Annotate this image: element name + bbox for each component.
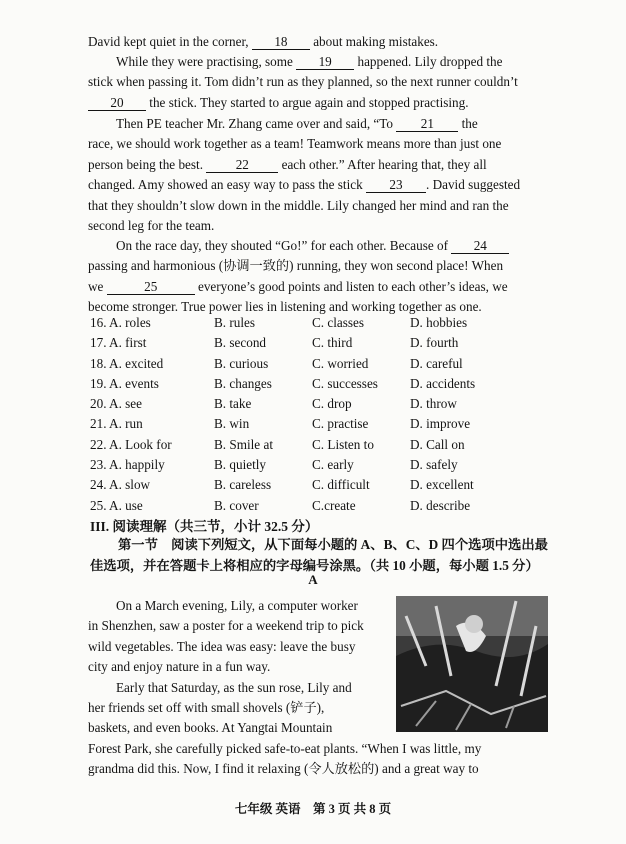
text-line: person being the best. 22 each other.” After hearing that, they all	[88, 156, 487, 172]
option-a: 18. A. excited	[90, 355, 164, 371]
option-b: B. changes	[214, 375, 272, 391]
option-b: B. quietly	[214, 457, 267, 473]
option-c: C. third	[312, 335, 353, 351]
option-c: C. practise	[312, 416, 369, 432]
text-line: that they shouldn’t slow down in the middle. Lily changed her mind and ran the	[88, 197, 509, 213]
blank-18: 18	[252, 34, 310, 50]
text-line: On a March evening, Lily, a computer worker	[116, 598, 358, 613]
option-a: 25. A. use	[90, 497, 143, 513]
option-b: B. Smile at	[214, 436, 273, 452]
option-d: D. improve	[410, 416, 471, 432]
photo-illustration	[396, 596, 548, 732]
text-line: Early that Saturday, as the sun rose, Lily and	[116, 679, 352, 695]
blank-20: 20	[88, 95, 146, 111]
question-options-row	[90, 354, 550, 374]
question-options-row	[90, 496, 550, 516]
text-line: her friends set off with small shovels (铲子),	[88, 700, 325, 716]
text-line: grandma did this. Now, I find it relaxing (令人放松的) and a great way to	[88, 761, 479, 777]
option-a: 19. A. events	[90, 375, 159, 391]
option-b: B. careless	[214, 477, 272, 493]
option-a: 16. A. roles	[90, 315, 151, 330]
option-b: B. win	[214, 416, 250, 432]
question-options-row	[90, 414, 550, 434]
option-a: 24. A. slow	[90, 477, 151, 493]
cloze-paragraph-1	[88, 32, 550, 52]
option-b: B. rules	[214, 315, 256, 330]
option-b: B. curious	[214, 355, 269, 371]
option-d: D. fourth	[410, 335, 459, 351]
blank-23: 23	[366, 177, 426, 193]
option-c: C.create	[312, 497, 356, 513]
question-options-row	[90, 333, 550, 353]
section-instructions	[90, 535, 555, 576]
text-line: second leg for the team.	[88, 218, 215, 234]
blank-24: 24	[451, 238, 509, 254]
option-c: C. drop	[312, 396, 352, 412]
text-line: On the race day, they shouted “Go!” for each other. Because of 24	[88, 236, 550, 256]
passage-label: A	[308, 572, 318, 587]
question-options-row	[90, 435, 550, 455]
text-line: race, we should work together as a team! Teamwork means more than just one	[88, 136, 502, 152]
question-options-row	[90, 475, 550, 495]
question-options-row	[90, 455, 550, 475]
text-line: Forest Park, she carefully picked safe-to-eat plants. “When I was little, my	[88, 740, 482, 756]
option-a: 17. A. first	[90, 335, 147, 351]
text-line: 20 the stick. They started to argue again and stopped practising.	[88, 93, 550, 113]
option-d: D. accidents	[410, 375, 476, 391]
text-line: Then PE teacher Mr. Zhang came over and said, “To 21 the	[116, 116, 478, 131]
blank-21: 21	[396, 116, 458, 132]
text-line: passing and harmonious (协调一致的) running, they won second place! When	[88, 258, 504, 274]
blank-22: 22	[206, 157, 278, 173]
answer-options-list	[90, 313, 550, 516]
question-options-row	[90, 374, 550, 394]
option-c: C. worried	[312, 355, 369, 371]
instruction-line: 佳选项，并在答题卡上将相应的字母编号涂黑。（共 10 小题，每小题 1.5 分）	[90, 557, 539, 573]
blank-25: 25	[107, 279, 195, 295]
cloze-paragraph-2	[88, 52, 550, 113]
text-line: we 25 everyone’s good points and listen to each other’s ideas, we	[88, 278, 508, 294]
option-b: B. cover	[214, 497, 259, 513]
option-c: C. classes	[312, 315, 365, 330]
option-d: D. Call on	[410, 436, 465, 452]
passage-photo	[396, 596, 548, 732]
text-line: city and enjoy nature in a fun way.	[88, 659, 271, 675]
cloze-paragraph-4	[88, 236, 550, 318]
option-c: C. early	[312, 457, 354, 473]
question-options-row	[90, 313, 550, 333]
section-heading: III. 阅读理解（共三节，小计 32.5 分）	[90, 519, 319, 534]
option-d: D. excellent	[410, 477, 474, 493]
text-line: baskets, and even books. At Yangtai Mountain	[88, 720, 333, 736]
option-d: D. throw	[410, 396, 457, 412]
option-d: D. careful	[410, 355, 463, 371]
option-c: C. difficult	[312, 477, 370, 493]
text-line: While they were practising, some 19 happened. Lily dropped the	[116, 54, 503, 69]
text-line: changed. Amy showed an easy way to pass the stick 23 . David suggested	[88, 177, 521, 193]
option-d: D. describe	[410, 497, 471, 513]
text-line: in Shenzhen, saw a poster for a weekend trip to pick	[88, 618, 364, 634]
text-line: David kept quiet in the corner, 18 about making mistakes.	[88, 34, 439, 49]
option-b: B. take	[214, 396, 252, 412]
text-line: become stronger. True power lies in listening and working together as one.	[88, 299, 482, 315]
option-b: B. second	[214, 335, 267, 351]
blank-19: 19	[296, 54, 354, 70]
question-options-row	[90, 394, 550, 414]
option-a: 22. A. Look for	[90, 436, 172, 452]
option-c: C. successes	[312, 375, 378, 391]
instruction-line: 第一节 阅读下列短文，从下面每小题的 A、B、C、D 四个选项中选出最	[118, 537, 548, 552]
cloze-paragraph-3	[88, 114, 550, 236]
option-d: D. hobbies	[410, 315, 468, 330]
text-line: wild vegetables. The idea was easy: leave the busy	[88, 638, 356, 654]
option-d: D. safely	[410, 457, 458, 473]
option-a: 20. A. see	[90, 396, 143, 412]
option-a: 23. A. happily	[90, 457, 165, 473]
option-c: C. Listen to	[312, 436, 374, 452]
page-footer: 七年级 英语 第 3 页 共 8 页	[234, 802, 392, 816]
text-line: stick when passing it. Tom didn’t run as they planned, so the next runner couldn’t	[88, 74, 518, 90]
option-a: 21. A. run	[90, 416, 143, 432]
